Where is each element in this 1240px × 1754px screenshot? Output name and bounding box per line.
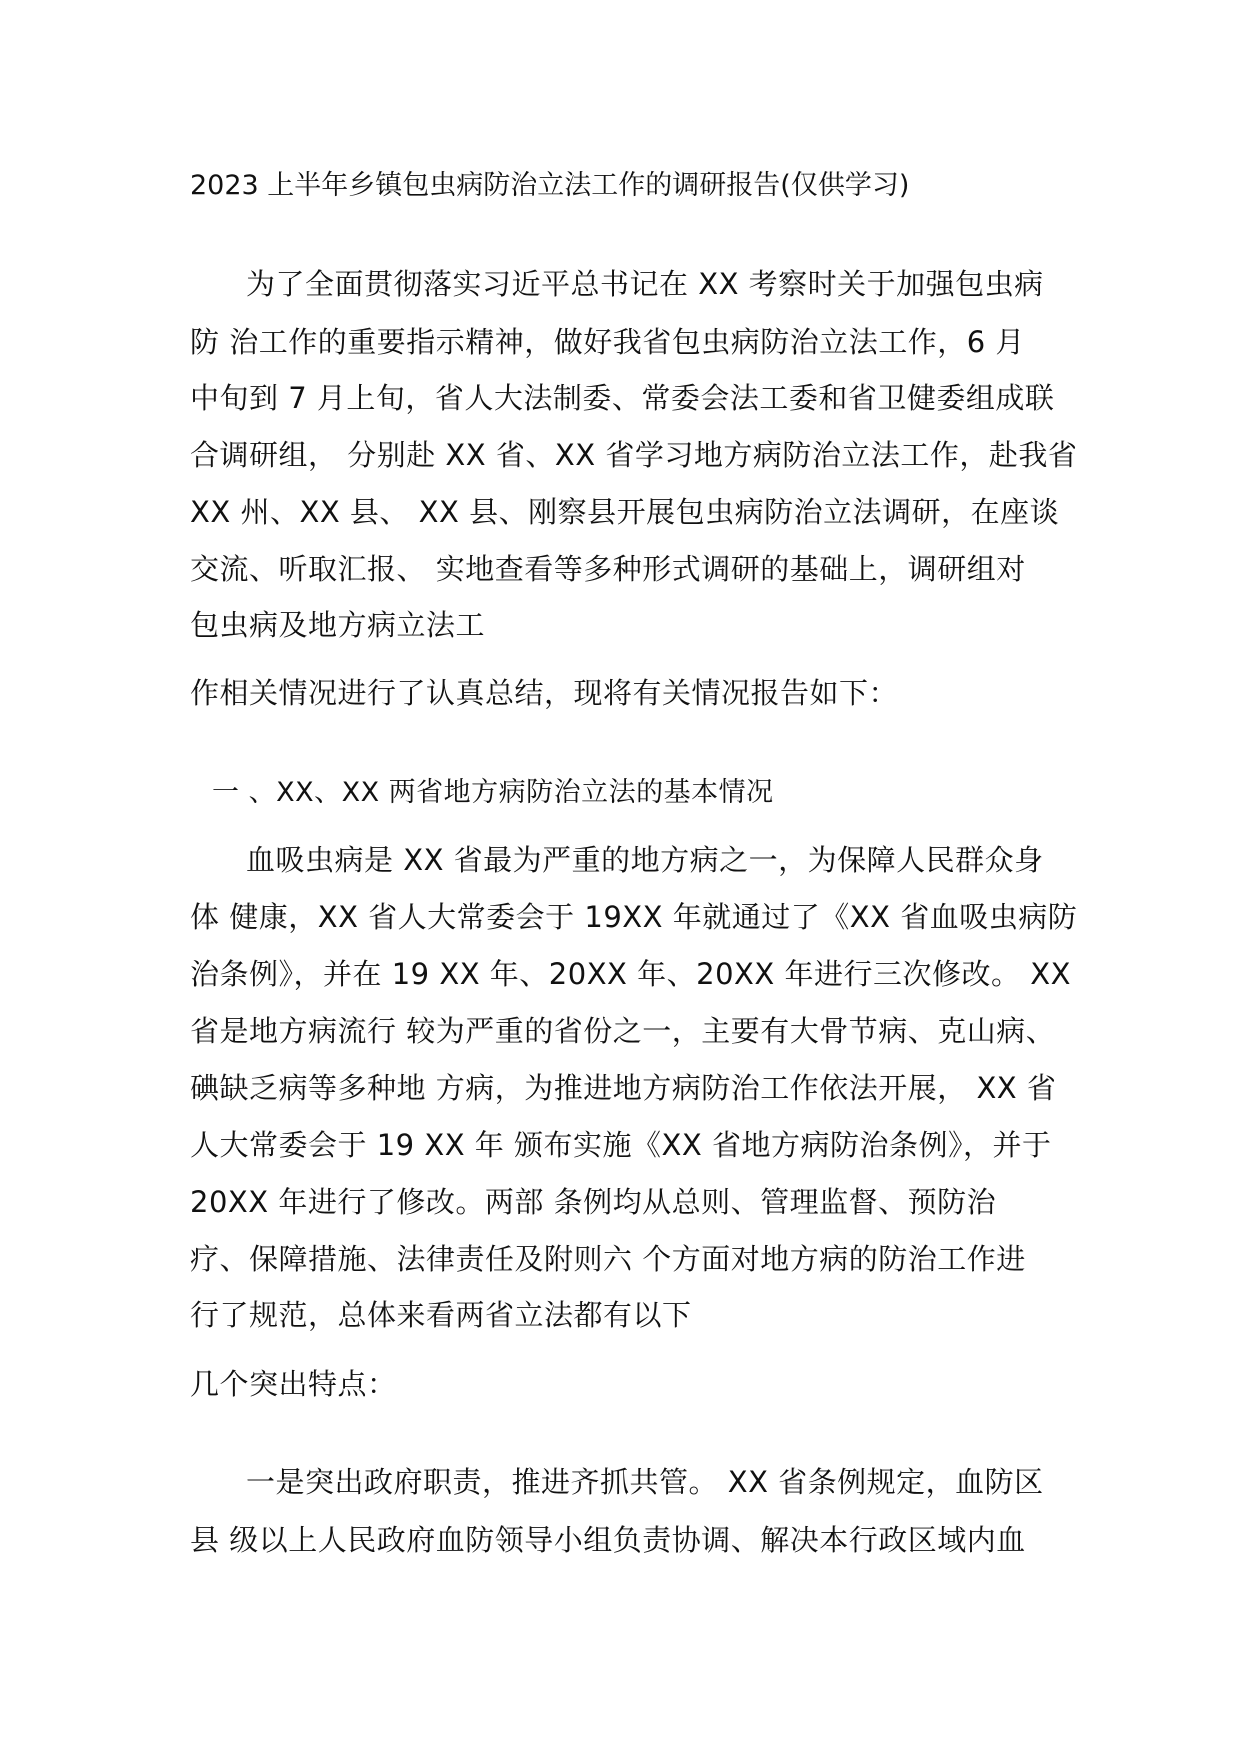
section-line: 碘缺乏病等多种地 方病，为推进地方病防治工作依法开展， XX 省 [190,1071,1057,1105]
intro-continuation: 作相关情况进行了认真总结，现将有关情况报告如下： [190,676,899,710]
intro-line: 为了全面贯彻落实习近平总书记在 XX 考察时关于加强包虫病 [246,267,1044,301]
intro-line: 包虫病及地方病立法工 [190,608,486,642]
point-line: 县 级以上人民政府血防领导小组负责协调、解决本行政区域内血 [190,1523,1026,1557]
section-line: 血吸虫病是 XX 省最为严重的地方病之一，为保障人民群众身 [246,843,1044,877]
intro-line: 中旬到 7 月上旬，省人大法制委、常委会法工委和省卫健委组成联 [190,381,1055,415]
intro-line: 合调研组， 分别赴 XX 省、XX 省学习地方病防治立法工作，赴我省 [190,438,1078,472]
section-line: 省是地方病流行 较为严重的省份之一，主要有大骨节病、克山病、 [190,1014,1056,1048]
section-line: 20XX 年进行了修改。两部 条例均从总则、管理监督、预防治 [190,1185,997,1219]
section-line: 行了规范，总体来看两省立法都有以下 [190,1298,692,1332]
document-title: 2023 上半年乡镇包虫病防治立法工作的调研报告(仅供学习) [190,170,910,201]
intro-line: 防 治工作的重要指示精神，做好我省包虫病防治立法工作，6 月 [190,325,1025,359]
intro-line: 交流、听取汇报、 实地查看等多种形式调研的基础上，调研组对 [190,552,1026,586]
section-heading: 一 、XX、XX 两省地方病防治立法的基本情况 [212,777,774,808]
section-continuation: 几个突出特点： [190,1367,397,1401]
section-line: 人大常委会于 19 XX 年 颁布实施《XX 省地方病防治条例》，并于 [190,1128,1052,1162]
point-line: 一是突出政府职责，推进齐抓共管。 XX 省条例规定，血防区 [246,1465,1044,1499]
section-line: 体 健康，XX 省人大常委会于 19XX 年就通过了《XX 省血吸虫病防 [190,900,1078,934]
section-line: 治条例》，并在 19 XX 年、20XX 年、20XX 年进行三次修改。 XX [190,957,1071,991]
section-line: 疗、保障措施、法律责任及附则六 个方面对地方病的防治工作进 [190,1242,1026,1276]
intro-line: XX 州、XX 县、 XX 县、刚察县开展包虫病防治立法调研，在座谈 [190,495,1060,529]
